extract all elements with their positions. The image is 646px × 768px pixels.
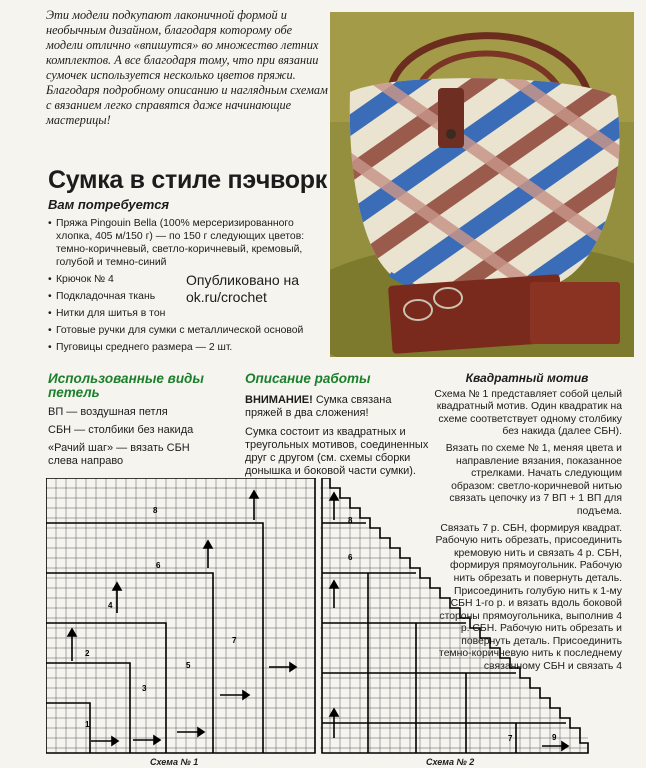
list-item: • Пуговицы среднего размера — 2 шт. — [48, 341, 328, 354]
list-item: • Подкладочная ткань — [48, 290, 328, 303]
warning-text — [245, 394, 430, 420]
warning-label: ВНИМАНИЕ! — [245, 394, 313, 406]
page-title: Сумка в стиле пэчворк — [48, 166, 327, 194]
bag-photo — [330, 12, 634, 357]
scheme-1-caption: Схема № 1 — [150, 757, 199, 767]
square-title: Квадратный мотив — [465, 371, 589, 385]
stitches-section — [48, 372, 208, 473]
scheme-label: 8 — [153, 506, 158, 515]
scheme-label: 5 — [186, 661, 191, 670]
list-item: СБН — столбики без накида — [48, 424, 194, 436]
scheme-label: 6 — [348, 553, 353, 562]
list-item: • Нитки для шитья в тон — [48, 307, 328, 320]
scheme-2-diagram — [320, 478, 590, 754]
list-item: «Рачий шаг» — вязать СБН слева направо — [48, 442, 190, 467]
scheme-label: 8 — [348, 516, 353, 525]
scheme-label: 4 — [108, 601, 113, 610]
scheme-label: 2 — [85, 649, 90, 658]
scheme-2-caption: Схема № 2 — [426, 757, 475, 767]
published-link[interactable]: ok.ru/crochet — [186, 289, 267, 305]
published-watermark — [186, 272, 299, 306]
warning-body: Сумка связана пряжей в два сложения! — [245, 394, 392, 419]
scheme-1-grid — [46, 478, 315, 753]
scheme-label: 6 — [156, 561, 161, 570]
scheme-label: 7 — [232, 636, 237, 645]
published-line: Опубликовано на — [186, 272, 300, 288]
list-item: • Готовые ручки для сумки с металлической основой — [48, 324, 328, 337]
scheme-label: 7 — [508, 734, 513, 743]
paragraph: Схема № 1 представляет собой целый квадратный мотив. Один квадратик на схеме соответствует одному столбику без накида (далее СБН). — [434, 388, 622, 438]
paragraph: Вязать по схеме № 1, меняя цвета и направление вязания, показанное стрелками. Начать следующим образом: светло-коричневой нитью связать цепочку из 7 ВП + 1 ВП для подъема. — [445, 442, 622, 517]
intro-text: Эти модели подкупают лаконичной формой и необычным дизайном, благодаря которому обе модели отлично «впишутся» во множество летних комплектов. А все благодаря тому, что при вязании сумочек используется несколько цветов пряжи. Благодаря подробному описанию и наглядным схемам с вязанием легко справятся даже начинающие мастерицы! — [46, 8, 328, 127]
scheme-label: 9 — [552, 733, 557, 742]
stitches-title: Использованные виды петель — [48, 371, 204, 400]
list-item: ВП — воздушная петля — [48, 406, 168, 418]
scheme-2-grid — [320, 478, 588, 753]
list-item: • Крючок № 4 — [48, 273, 328, 286]
list-item: • Пряжа Pingouin Bella (100% мерсеризированного хлопка, 405 м/150 г) — по 150 г следующих цветов: темно-коричневый, светло-коричневый, кремовый, голубой и темно-синий — [48, 217, 328, 269]
work-section — [245, 372, 430, 484]
paragraph: Связать 7 р. СБН, формируя квадрат. Рабочую нить обрезать, присоединить кремовую нить и связать 4 р. СБН, формируя прямоугольник. Рабочую нить обрезать и повернуть деталь. Присоединить голубую нить к 1-му СБН 1-го р. и вязать вдоль боковой стороны прямоугольника, выполнив 4 р. СБН. Рабочую нить обрезать и повернуть деталь. Присоединить темно-коричневую нить к последнему связанному СБН и связать 4 — [435, 522, 622, 673]
materials-title: Вам потребуется — [48, 197, 170, 212]
scheme-label: 1 — [85, 720, 90, 729]
scheme-1-diagram — [46, 478, 316, 754]
work-text: Сумка состоит из квадратных и треугольных мотивов, соединенных друг с другом (см. схемы сборки донышка и боковой части сумки). — [245, 426, 429, 477]
scheme-label: 3 — [142, 684, 147, 693]
work-title: Описание работы — [245, 371, 371, 386]
